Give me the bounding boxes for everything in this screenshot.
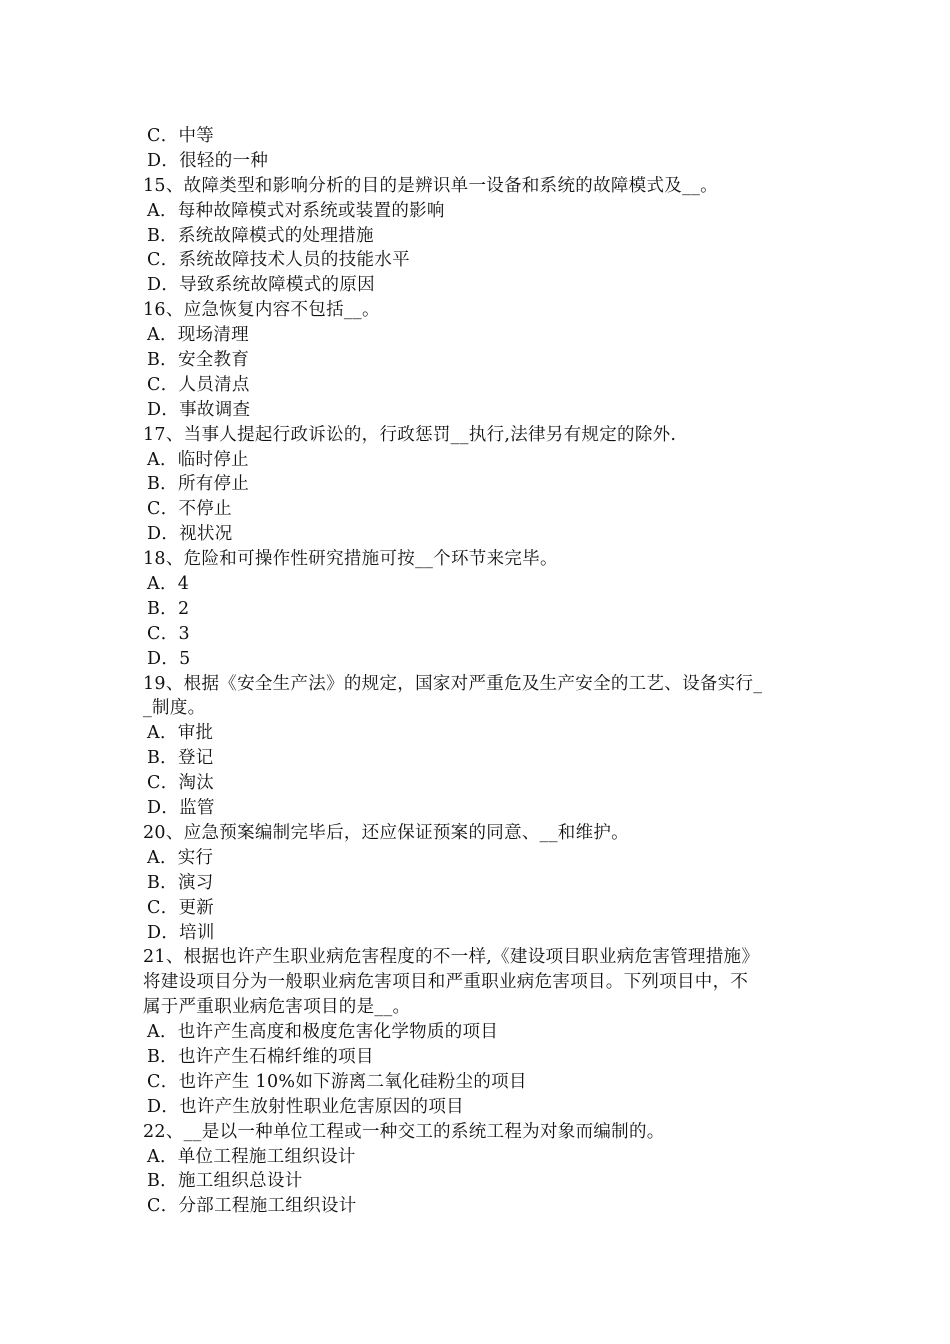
question-line: 18、危险和可操作性研究措施可按__个环节来完毕。 [143,549,558,570]
answer-option: C．系统故障技术人员的技能水平 [147,250,410,271]
answer-option: D．很轻的一种 [147,150,269,171]
answer-option: C．分部工程施工组织设计 [147,1196,357,1217]
answer-option: B．演习 [147,872,214,893]
answer-option: B．登记 [147,748,214,769]
answer-option: D．视状况 [147,524,233,545]
question-line: 22、__是以一种单位工程或一种交工的系统工程为对象而编制的。 [143,1121,665,1142]
answer-option: C．人员清点 [147,374,250,395]
answer-option: D．也许产生放射性职业危害原因的项目 [147,1096,464,1117]
answer-option: B．系统故障模式的处理措施 [147,225,374,246]
question-line: 17、当事人提起行政诉讼的，行政惩罚__执行,法律另有规定的除外. [143,424,677,445]
exam-questions-body [143,124,813,1219]
question-line: 20、应急预案编制完毕后，还应保证预案的同意、__和维护。 [143,822,629,843]
answer-option: D．事故调查 [147,399,251,420]
answer-option: A．每种故障模式对系统或装置的影响 [147,200,445,221]
answer-option: A．也许产生高度和极度危害化学物质的项目 [147,1022,499,1043]
answer-option: B．安全教育 [147,350,250,371]
answer-option: B．所有停止 [147,474,250,495]
answer-option: D．监管 [147,798,215,819]
answer-option: B．也许产生石棉纤维的项目 [147,1046,374,1067]
answer-option: A．现场清理 [147,325,249,346]
answer-option: A．4 [147,574,190,595]
answer-option: A．临时停止 [147,449,249,470]
question-line: 15、故障类型和影响分析的目的是辨识单一设备和系统的故障模式及__。 [143,175,718,196]
question-line: _制度。 [143,698,206,719]
answer-option: B．2 [147,598,190,619]
answer-option: D．5 [147,648,191,669]
answer-option: A．实行 [147,847,214,868]
question-line: 21、根据也许产生职业病危害程度的不一样,《建设项目职业病危害管理措施》 [143,947,760,968]
question-line: 将建设项目分为一般职业病危害项目和严重职业病危害项目。下列项目中，不 [143,972,749,993]
answer-option: D．培训 [147,922,215,943]
answer-option: B．施工组织总设计 [147,1171,303,1192]
answer-option: C．更新 [147,897,215,918]
answer-option: A．单位工程施工组织设计 [147,1146,356,1167]
question-line: 19、根据《安全生产法》的规定，国家对严重危及生产安全的工艺、设备实行_ [143,673,763,694]
answer-option: C．不停止 [147,499,232,520]
answer-option: C．3 [147,623,190,644]
question-line: 16、应急恢复内容不包括__。 [143,300,380,321]
answer-option: C．也许产生 10%如下游离二氧化硅粉尘的项目 [147,1071,527,1092]
answer-option: C．中等 [147,126,215,146]
question-line: 属于严重职业病危害项目的是__。 [143,997,411,1018]
answer-option: A．审批 [147,723,214,744]
answer-option: D．导致系统故障模式的原因 [147,275,375,296]
answer-option: C．淘汰 [147,773,215,794]
